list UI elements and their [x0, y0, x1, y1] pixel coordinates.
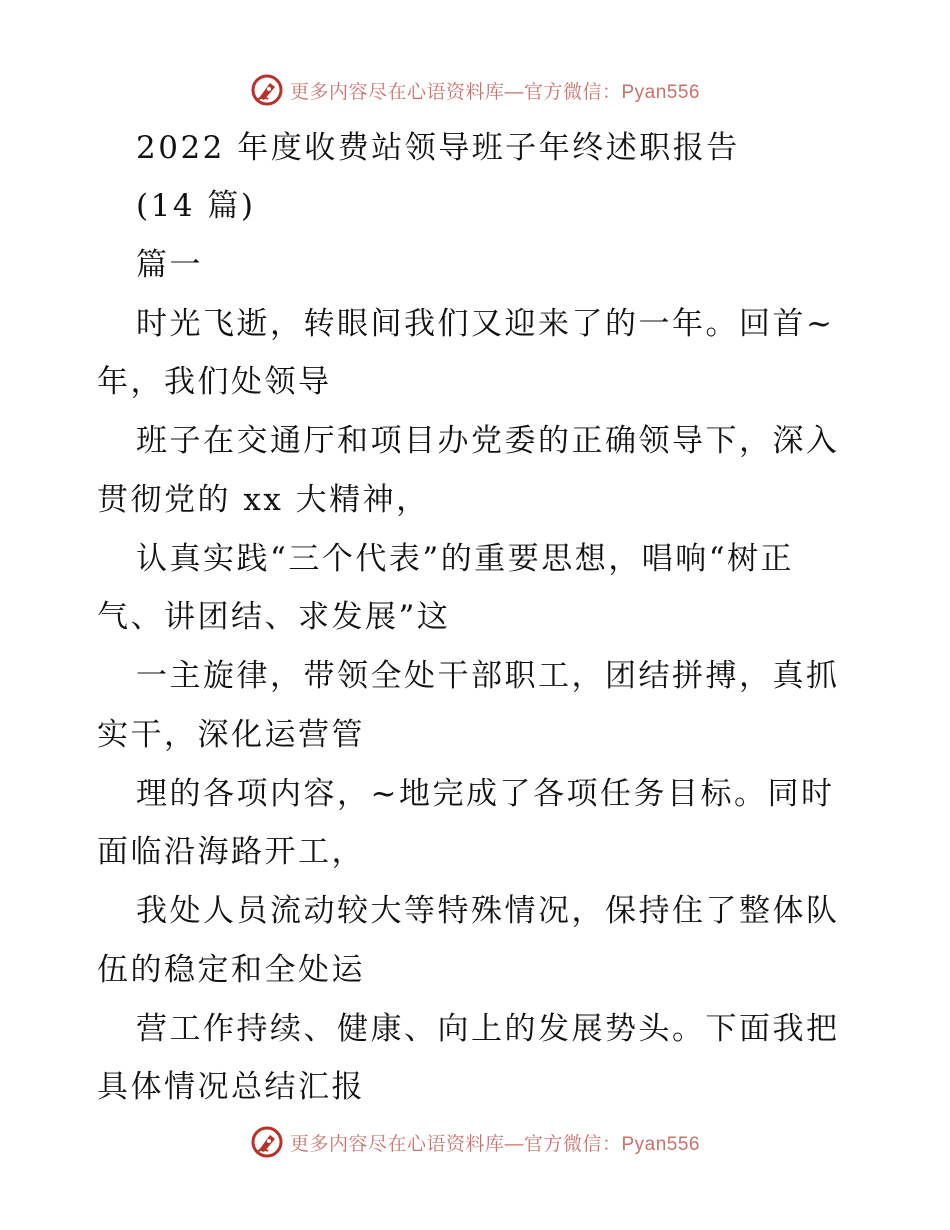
watermark-text: 更多内容尽在心语资料库—官方微信：Pyan556 [289, 1133, 700, 1155]
pen-nib-seal-icon [250, 1125, 284, 1159]
footer-watermark-banner [0, 1120, 950, 1164]
body-line: 年，我们处领导 [97, 364, 332, 400]
pen-nib-seal-icon [250, 73, 284, 107]
body-line: 实干，深化运营管 [97, 717, 365, 753]
watermark-text: 更多内容尽在心语资料库—官方微信：Pyan556 [289, 81, 700, 103]
body-line: 气、讲团结、求发展”这 [97, 599, 451, 635]
section-heading: 篇一 [136, 247, 203, 283]
body-line: 具体情况总结汇报 [97, 1069, 365, 1105]
body-line: 一主旋律，带领全处干部职工，团结拼搏，真抓 [136, 658, 840, 694]
body-line: 时光飞逝，转眼间我们又迎来了的一年。回首~ [136, 306, 835, 342]
body-line: 班子在交通厅和项目办党委的正确领导下，深入 [136, 423, 840, 459]
body-line: 面临沿海路开工， [97, 834, 365, 870]
document-title-line-2: (14 篇) [136, 188, 256, 224]
body-line: 伍的稳定和全处运 [97, 952, 365, 988]
body-line: 认真实践“三个代表”的重要思想，唱响“树正 [136, 541, 795, 577]
body-line: 贯彻党的 xx 大精神， [97, 482, 430, 518]
body-line: 营工作持续、健康、向上的发展势头。下面我把 [136, 1011, 840, 1047]
document-title-line-1: 2022 年度收费站领导班子年终述职报告 [136, 130, 740, 166]
header-watermark-banner [0, 68, 950, 112]
body-line: 我处人员流动较大等特殊情况，保持住了整体队 [136, 893, 840, 929]
body-line: 理的各项内容，~地完成了各项任务目标。同时 [136, 776, 835, 812]
